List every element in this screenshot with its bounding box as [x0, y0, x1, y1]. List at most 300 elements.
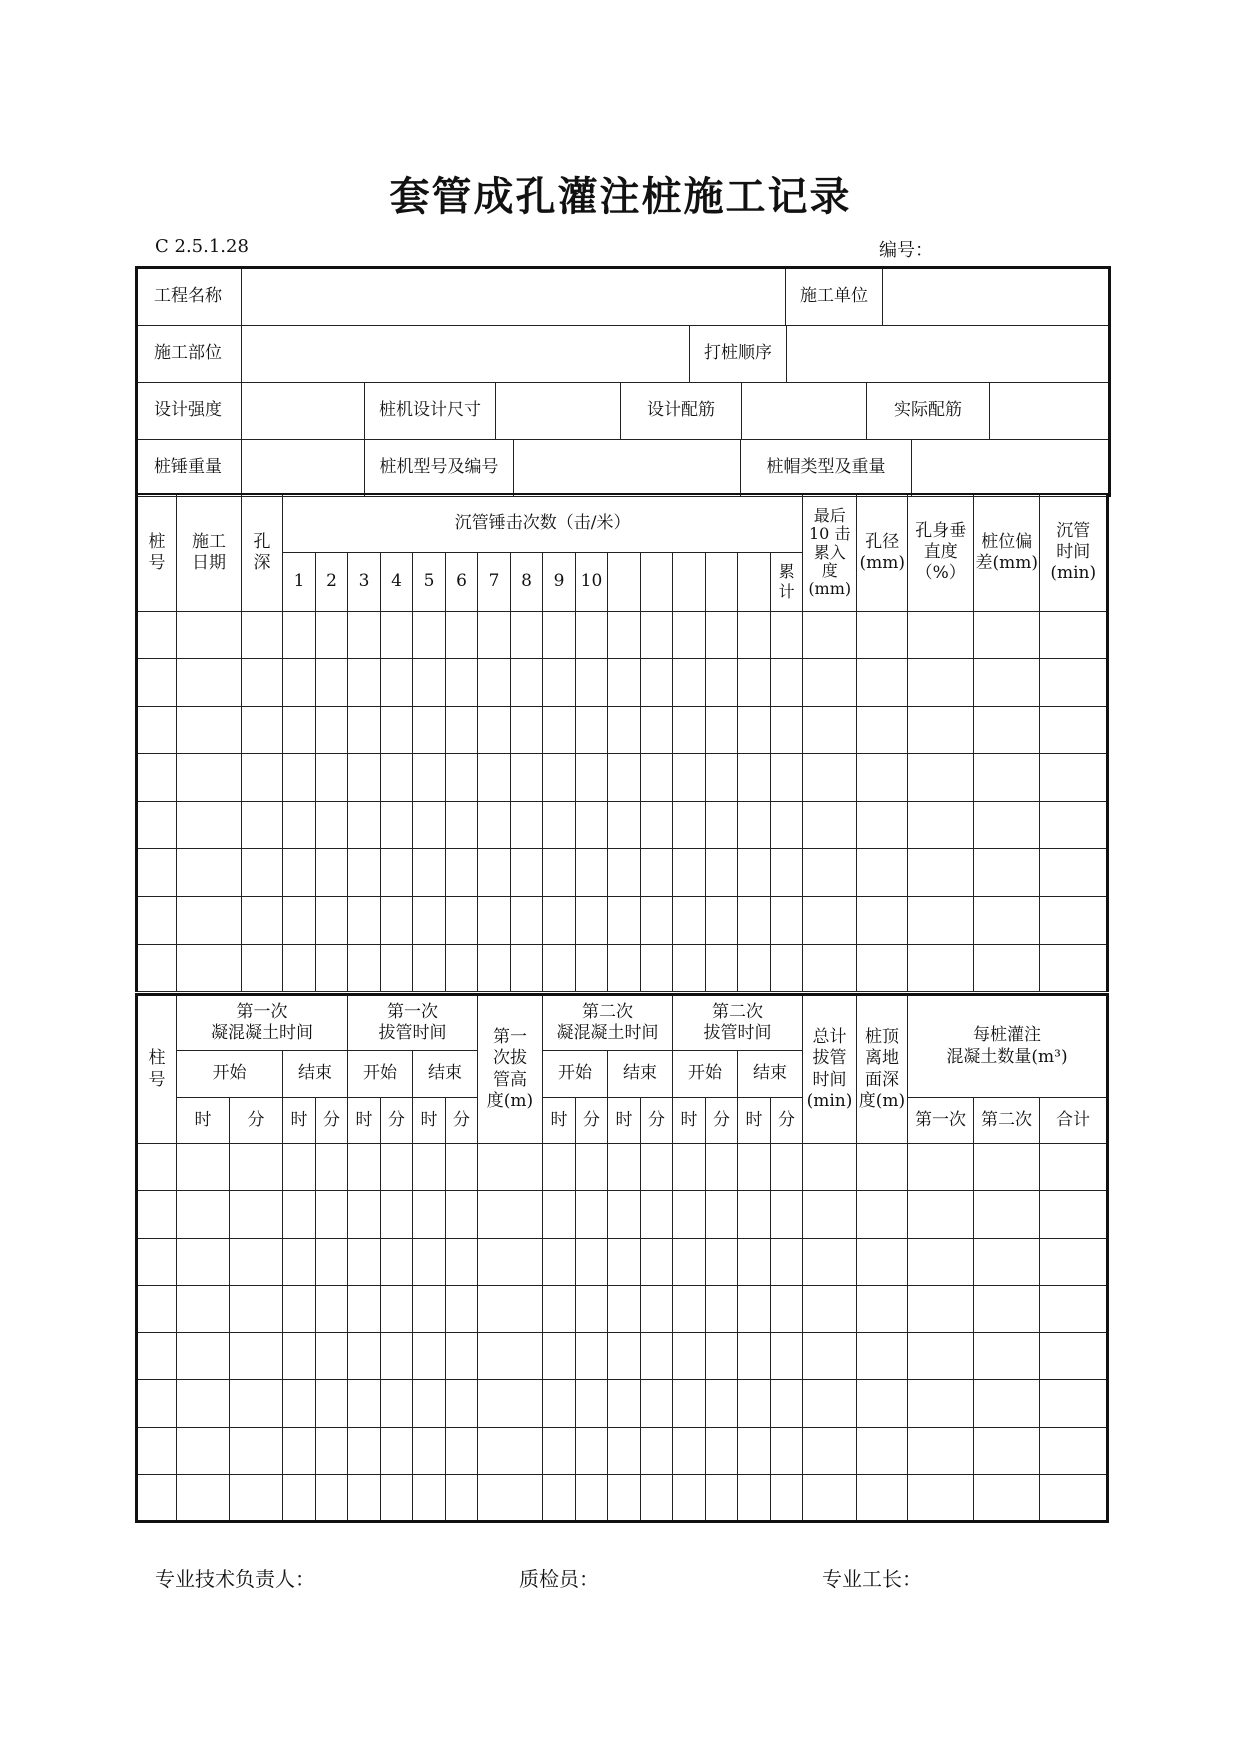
- table-cell[interactable]: [381, 1144, 413, 1191]
- table-cell[interactable]: [1040, 1285, 1108, 1332]
- table-cell[interactable]: [608, 1144, 641, 1191]
- table-cell[interactable]: [771, 944, 803, 992]
- table-cell[interactable]: [641, 944, 673, 992]
- table-cell[interactable]: [706, 944, 738, 992]
- table-cell[interactable]: [576, 754, 608, 802]
- table-cell[interactable]: [576, 1427, 608, 1474]
- table-cell[interactable]: [1040, 801, 1108, 849]
- table-cell[interactable]: [803, 1427, 857, 1474]
- table-cell[interactable]: [348, 1380, 381, 1427]
- table-cell[interactable]: [673, 1144, 706, 1191]
- table-cell[interactable]: [446, 1238, 478, 1285]
- table-cell[interactable]: [641, 1380, 673, 1427]
- table-cell[interactable]: [446, 1285, 478, 1332]
- table-cell[interactable]: [348, 611, 381, 659]
- table-cell[interactable]: [137, 1475, 177, 1522]
- table-cell[interactable]: [511, 801, 543, 849]
- table-cell[interactable]: [478, 1191, 543, 1238]
- table-cell[interactable]: [738, 706, 771, 754]
- table-cell[interactable]: [641, 659, 673, 707]
- table-cell[interactable]: [177, 1475, 230, 1522]
- table-cell[interactable]: [348, 849, 381, 897]
- table-cell[interactable]: [137, 1144, 177, 1191]
- table-cell[interactable]: [283, 611, 316, 659]
- table-cell[interactable]: [803, 1285, 857, 1332]
- pile-model-field[interactable]: [514, 440, 741, 496]
- table-cell[interactable]: [177, 1191, 230, 1238]
- table-cell[interactable]: [316, 1238, 348, 1285]
- table-cell[interactable]: [316, 849, 348, 897]
- table-cell[interactable]: [348, 897, 381, 945]
- table-cell[interactable]: [413, 1333, 446, 1380]
- table-cell[interactable]: [446, 1475, 478, 1522]
- table-cell[interactable]: [771, 1144, 803, 1191]
- table-cell[interactable]: [381, 1285, 413, 1332]
- table-cell[interactable]: [446, 1427, 478, 1474]
- table-cell[interactable]: [413, 801, 446, 849]
- table-cell[interactable]: [446, 944, 478, 992]
- table-cell[interactable]: [608, 706, 641, 754]
- table-cell[interactable]: [230, 1333, 283, 1380]
- table-cell[interactable]: [1040, 1333, 1108, 1380]
- table-cell[interactable]: [771, 1380, 803, 1427]
- table-cell[interactable]: [908, 706, 974, 754]
- table-cell[interactable]: [738, 1475, 771, 1522]
- table-cell[interactable]: [673, 1333, 706, 1380]
- table-cell[interactable]: [177, 754, 242, 802]
- table-cell[interactable]: [857, 801, 908, 849]
- pile-order-field[interactable]: [787, 326, 1108, 382]
- table-cell[interactable]: [283, 944, 316, 992]
- table-cell[interactable]: [543, 944, 576, 992]
- table-cell[interactable]: [137, 1191, 177, 1238]
- hammer-weight-field[interactable]: [242, 440, 365, 497]
- table-cell[interactable]: [381, 1427, 413, 1474]
- table-cell[interactable]: [316, 1333, 348, 1380]
- table-cell[interactable]: [706, 659, 738, 707]
- table-cell[interactable]: [738, 801, 771, 849]
- table-cell[interactable]: [576, 1285, 608, 1332]
- table-cell[interactable]: [641, 1144, 673, 1191]
- table-cell[interactable]: [641, 849, 673, 897]
- table-cell[interactable]: [974, 1144, 1040, 1191]
- table-cell[interactable]: [177, 801, 242, 849]
- table-cell[interactable]: [974, 1191, 1040, 1238]
- table-cell[interactable]: [641, 1191, 673, 1238]
- table-cell[interactable]: [230, 1191, 283, 1238]
- table-cell[interactable]: [413, 1191, 446, 1238]
- table-cell[interactable]: [974, 944, 1040, 992]
- table-cell[interactable]: [1040, 754, 1108, 802]
- table-cell[interactable]: [706, 1285, 738, 1332]
- table-cell[interactable]: [283, 849, 316, 897]
- table-cell[interactable]: [908, 1475, 974, 1522]
- table-cell[interactable]: [230, 1238, 283, 1285]
- table-cell[interactable]: [348, 706, 381, 754]
- table-cell[interactable]: [543, 849, 576, 897]
- table-cell[interactable]: [446, 1333, 478, 1380]
- table-cell[interactable]: [478, 1380, 543, 1427]
- table-cell[interactable]: [348, 1191, 381, 1238]
- table-cell[interactable]: [576, 1475, 608, 1522]
- table-cell[interactable]: [316, 754, 348, 802]
- table-cell[interactable]: [316, 706, 348, 754]
- table-cell[interactable]: [177, 897, 242, 945]
- table-cell[interactable]: [576, 1333, 608, 1380]
- cap-type-field[interactable]: [912, 440, 1108, 496]
- table-cell[interactable]: [230, 1144, 283, 1191]
- table-cell[interactable]: [316, 944, 348, 992]
- table-cell[interactable]: [857, 1380, 908, 1427]
- table-cell[interactable]: [413, 944, 446, 992]
- table-cell[interactable]: [641, 1427, 673, 1474]
- table-cell[interactable]: [738, 659, 771, 707]
- table-cell[interactable]: [608, 849, 641, 897]
- table-cell[interactable]: [803, 801, 857, 849]
- table-cell[interactable]: [974, 706, 1040, 754]
- table-cell[interactable]: [706, 1380, 738, 1427]
- table-cell[interactable]: [137, 1380, 177, 1427]
- table-cell[interactable]: [706, 849, 738, 897]
- table-cell[interactable]: [803, 1380, 857, 1427]
- table-cell[interactable]: [381, 1380, 413, 1427]
- table-cell[interactable]: [511, 754, 543, 802]
- table-cell[interactable]: [706, 1427, 738, 1474]
- table-cell[interactable]: [576, 944, 608, 992]
- table-cell[interactable]: [738, 849, 771, 897]
- table-cell[interactable]: [137, 849, 177, 897]
- table-cell[interactable]: [1040, 1475, 1108, 1522]
- table-cell[interactable]: [446, 706, 478, 754]
- table-cell[interactable]: [857, 1238, 908, 1285]
- table-cell[interactable]: [348, 1427, 381, 1474]
- table-cell[interactable]: [706, 706, 738, 754]
- table-cell[interactable]: [446, 801, 478, 849]
- table-cell[interactable]: [608, 1380, 641, 1427]
- table-cell[interactable]: [608, 1427, 641, 1474]
- table-cell[interactable]: [857, 1144, 908, 1191]
- table-cell[interactable]: [641, 801, 673, 849]
- table-cell[interactable]: [576, 706, 608, 754]
- table-cell[interactable]: [381, 1333, 413, 1380]
- table-cell[interactable]: [230, 1380, 283, 1427]
- table-cell[interactable]: [543, 754, 576, 802]
- table-cell[interactable]: [576, 1238, 608, 1285]
- table-cell[interactable]: [283, 659, 316, 707]
- table-cell[interactable]: [1040, 1427, 1108, 1474]
- table-cell[interactable]: [381, 659, 413, 707]
- table-cell[interactable]: [857, 754, 908, 802]
- table-cell[interactable]: [673, 1427, 706, 1474]
- table-cell[interactable]: [348, 944, 381, 992]
- table-cell[interactable]: [706, 897, 738, 945]
- table-cell[interactable]: [803, 1333, 857, 1380]
- table-cell[interactable]: [381, 944, 413, 992]
- table-cell[interactable]: [413, 754, 446, 802]
- table-cell[interactable]: [242, 706, 283, 754]
- table-cell[interactable]: [242, 659, 283, 707]
- table-cell[interactable]: [641, 611, 673, 659]
- table-cell[interactable]: [673, 1191, 706, 1238]
- table-cell[interactable]: [673, 611, 706, 659]
- table-cell[interactable]: [543, 1427, 576, 1474]
- table-cell[interactable]: [673, 1285, 706, 1332]
- table-cell[interactable]: [857, 1285, 908, 1332]
- table-cell[interactable]: [381, 801, 413, 849]
- table-cell[interactable]: [543, 1380, 576, 1427]
- table-cell[interactable]: [283, 706, 316, 754]
- table-cell[interactable]: [316, 897, 348, 945]
- table-cell[interactable]: [242, 754, 283, 802]
- table-cell[interactable]: [137, 659, 177, 707]
- table-cell[interactable]: [608, 1333, 641, 1380]
- table-cell[interactable]: [478, 1475, 543, 1522]
- table-cell[interactable]: [673, 801, 706, 849]
- table-cell[interactable]: [413, 897, 446, 945]
- table-cell[interactable]: [413, 849, 446, 897]
- table-cell[interactable]: [608, 897, 641, 945]
- table-cell[interactable]: [641, 1475, 673, 1522]
- table-cell[interactable]: [446, 754, 478, 802]
- table-cell[interactable]: [908, 659, 974, 707]
- table-cell[interactable]: [608, 754, 641, 802]
- table-cell[interactable]: [576, 1191, 608, 1238]
- table-cell[interactable]: [478, 1427, 543, 1474]
- table-cell[interactable]: [543, 897, 576, 945]
- table-cell[interactable]: [641, 1333, 673, 1380]
- table-cell[interactable]: [908, 1285, 974, 1332]
- table-cell[interactable]: [857, 611, 908, 659]
- table-cell[interactable]: [137, 754, 177, 802]
- table-cell[interactable]: [478, 1238, 543, 1285]
- table-cell[interactable]: [283, 1380, 316, 1427]
- table-cell[interactable]: [803, 849, 857, 897]
- table-cell[interactable]: [543, 1285, 576, 1332]
- construction-unit-field[interactable]: [883, 269, 1108, 325]
- table-cell[interactable]: [381, 897, 413, 945]
- table-cell[interactable]: [857, 659, 908, 707]
- table-cell[interactable]: [803, 1191, 857, 1238]
- table-cell[interactable]: [771, 1333, 803, 1380]
- table-cell[interactable]: [283, 1191, 316, 1238]
- table-cell[interactable]: [348, 1475, 381, 1522]
- table-cell[interactable]: [771, 801, 803, 849]
- table-cell[interactable]: [1040, 944, 1108, 992]
- table-cell[interactable]: [381, 1238, 413, 1285]
- table-cell[interactable]: [137, 611, 177, 659]
- table-cell[interactable]: [413, 1475, 446, 1522]
- pile-design-size-field[interactable]: [496, 383, 621, 439]
- table-cell[interactable]: [177, 1238, 230, 1285]
- table-cell[interactable]: [1040, 1380, 1108, 1427]
- table-cell[interactable]: [1040, 706, 1108, 754]
- table-cell[interactable]: [316, 1191, 348, 1238]
- table-cell[interactable]: [608, 944, 641, 992]
- table-cell[interactable]: [177, 706, 242, 754]
- table-cell[interactable]: [857, 849, 908, 897]
- table-cell[interactable]: [316, 1380, 348, 1427]
- table-cell[interactable]: [1040, 1144, 1108, 1191]
- table-cell[interactable]: [137, 944, 177, 992]
- table-cell[interactable]: [576, 1380, 608, 1427]
- table-cell[interactable]: [673, 897, 706, 945]
- table-cell[interactable]: [706, 754, 738, 802]
- table-cell[interactable]: [177, 1285, 230, 1332]
- table-cell[interactable]: [242, 944, 283, 992]
- table-cell[interactable]: [974, 754, 1040, 802]
- table-cell[interactable]: [543, 801, 576, 849]
- table-cell[interactable]: [908, 849, 974, 897]
- table-cell[interactable]: [974, 1427, 1040, 1474]
- table-cell[interactable]: [908, 944, 974, 992]
- table-cell[interactable]: [177, 849, 242, 897]
- table-cell[interactable]: [348, 1144, 381, 1191]
- table-cell[interactable]: [543, 706, 576, 754]
- table-cell[interactable]: [641, 706, 673, 754]
- table-cell[interactable]: [478, 801, 511, 849]
- table-cell[interactable]: [771, 754, 803, 802]
- table-cell[interactable]: [230, 1475, 283, 1522]
- table-cell[interactable]: [738, 1144, 771, 1191]
- table-cell[interactable]: [771, 1475, 803, 1522]
- table-cell[interactable]: [242, 611, 283, 659]
- table-cell[interactable]: [316, 611, 348, 659]
- table-cell[interactable]: [673, 1238, 706, 1285]
- table-cell[interactable]: [576, 611, 608, 659]
- table-cell[interactable]: [242, 849, 283, 897]
- design-strength-field[interactable]: [242, 383, 365, 440]
- table-cell[interactable]: [242, 801, 283, 849]
- table-cell[interactable]: [803, 897, 857, 945]
- table-cell[interactable]: [857, 706, 908, 754]
- table-cell[interactable]: [413, 1144, 446, 1191]
- table-cell[interactable]: [706, 1191, 738, 1238]
- table-cell[interactable]: [478, 611, 511, 659]
- table-cell[interactable]: [316, 801, 348, 849]
- table-cell[interactable]: [641, 897, 673, 945]
- table-cell[interactable]: [706, 1144, 738, 1191]
- table-cell[interactable]: [576, 1144, 608, 1191]
- table-cell[interactable]: [857, 944, 908, 992]
- table-cell[interactable]: [283, 1144, 316, 1191]
- table-cell[interactable]: [242, 897, 283, 945]
- table-cell[interactable]: [706, 1333, 738, 1380]
- table-cell[interactable]: [283, 1285, 316, 1332]
- table-cell[interactable]: [511, 659, 543, 707]
- table-cell[interactable]: [908, 611, 974, 659]
- table-cell[interactable]: [738, 754, 771, 802]
- table-cell[interactable]: [738, 944, 771, 992]
- table-cell[interactable]: [446, 1191, 478, 1238]
- table-cell[interactable]: [348, 1333, 381, 1380]
- table-cell[interactable]: [413, 1285, 446, 1332]
- table-cell[interactable]: [673, 944, 706, 992]
- table-cell[interactable]: [478, 1144, 543, 1191]
- table-cell[interactable]: [673, 659, 706, 707]
- table-cell[interactable]: [771, 1427, 803, 1474]
- table-cell[interactable]: [738, 897, 771, 945]
- table-cell[interactable]: [511, 706, 543, 754]
- table-cell[interactable]: [543, 1333, 576, 1380]
- table-cell[interactable]: [478, 897, 511, 945]
- table-cell[interactable]: [908, 754, 974, 802]
- table-cell[interactable]: [576, 659, 608, 707]
- table-cell[interactable]: [348, 1238, 381, 1285]
- table-cell[interactable]: [478, 659, 511, 707]
- table-cell[interactable]: [478, 1285, 543, 1332]
- table-cell[interactable]: [576, 897, 608, 945]
- table-cell[interactable]: [803, 1144, 857, 1191]
- table-cell[interactable]: [738, 1191, 771, 1238]
- table-cell[interactable]: [706, 801, 738, 849]
- table-cell[interactable]: [608, 1238, 641, 1285]
- table-cell[interactable]: [348, 1285, 381, 1332]
- table-cell[interactable]: [543, 1238, 576, 1285]
- table-cell[interactable]: [673, 1475, 706, 1522]
- table-cell[interactable]: [137, 801, 177, 849]
- table-cell[interactable]: [738, 1238, 771, 1285]
- table-cell[interactable]: [177, 1380, 230, 1427]
- table-cell[interactable]: [673, 754, 706, 802]
- table-cell[interactable]: [413, 659, 446, 707]
- table-cell[interactable]: [283, 1333, 316, 1380]
- table-cell[interactable]: [974, 801, 1040, 849]
- table-cell[interactable]: [511, 849, 543, 897]
- table-cell[interactable]: [446, 849, 478, 897]
- table-cell[interactable]: [511, 944, 543, 992]
- table-cell[interactable]: [803, 659, 857, 707]
- table-cell[interactable]: [706, 1238, 738, 1285]
- table-cell[interactable]: [803, 1475, 857, 1522]
- table-cell[interactable]: [576, 849, 608, 897]
- table-cell[interactable]: [543, 611, 576, 659]
- table-cell[interactable]: [1040, 849, 1108, 897]
- table-cell[interactable]: [974, 611, 1040, 659]
- table-cell[interactable]: [974, 897, 1040, 945]
- table-cell[interactable]: [381, 754, 413, 802]
- table-cell[interactable]: [771, 1285, 803, 1332]
- table-cell[interactable]: [1040, 1191, 1108, 1238]
- table-cell[interactable]: [1040, 659, 1108, 707]
- table-cell[interactable]: [771, 659, 803, 707]
- table-cell[interactable]: [177, 659, 242, 707]
- table-cell[interactable]: [974, 1285, 1040, 1332]
- table-cell[interactable]: [348, 801, 381, 849]
- table-cell[interactable]: [908, 1333, 974, 1380]
- table-cell[interactable]: [738, 1285, 771, 1332]
- table-cell[interactable]: [608, 1475, 641, 1522]
- actual-rebar-field[interactable]: [990, 383, 1108, 439]
- table-cell[interactable]: [738, 1380, 771, 1427]
- table-cell[interactable]: [478, 754, 511, 802]
- table-cell[interactable]: [803, 944, 857, 992]
- table-cell[interactable]: [974, 659, 1040, 707]
- project-name-field[interactable]: [242, 268, 786, 326]
- table-cell[interactable]: [673, 849, 706, 897]
- table-cell[interactable]: [348, 754, 381, 802]
- table-cell[interactable]: [283, 897, 316, 945]
- table-cell[interactable]: [446, 897, 478, 945]
- table-cell[interactable]: [857, 1475, 908, 1522]
- table-cell[interactable]: [771, 897, 803, 945]
- table-cell[interactable]: [803, 1238, 857, 1285]
- table-cell[interactable]: [771, 849, 803, 897]
- table-cell[interactable]: [908, 1144, 974, 1191]
- table-cell[interactable]: [608, 1191, 641, 1238]
- table-cell[interactable]: [1040, 1238, 1108, 1285]
- table-cell[interactable]: [478, 706, 511, 754]
- table-cell[interactable]: [706, 611, 738, 659]
